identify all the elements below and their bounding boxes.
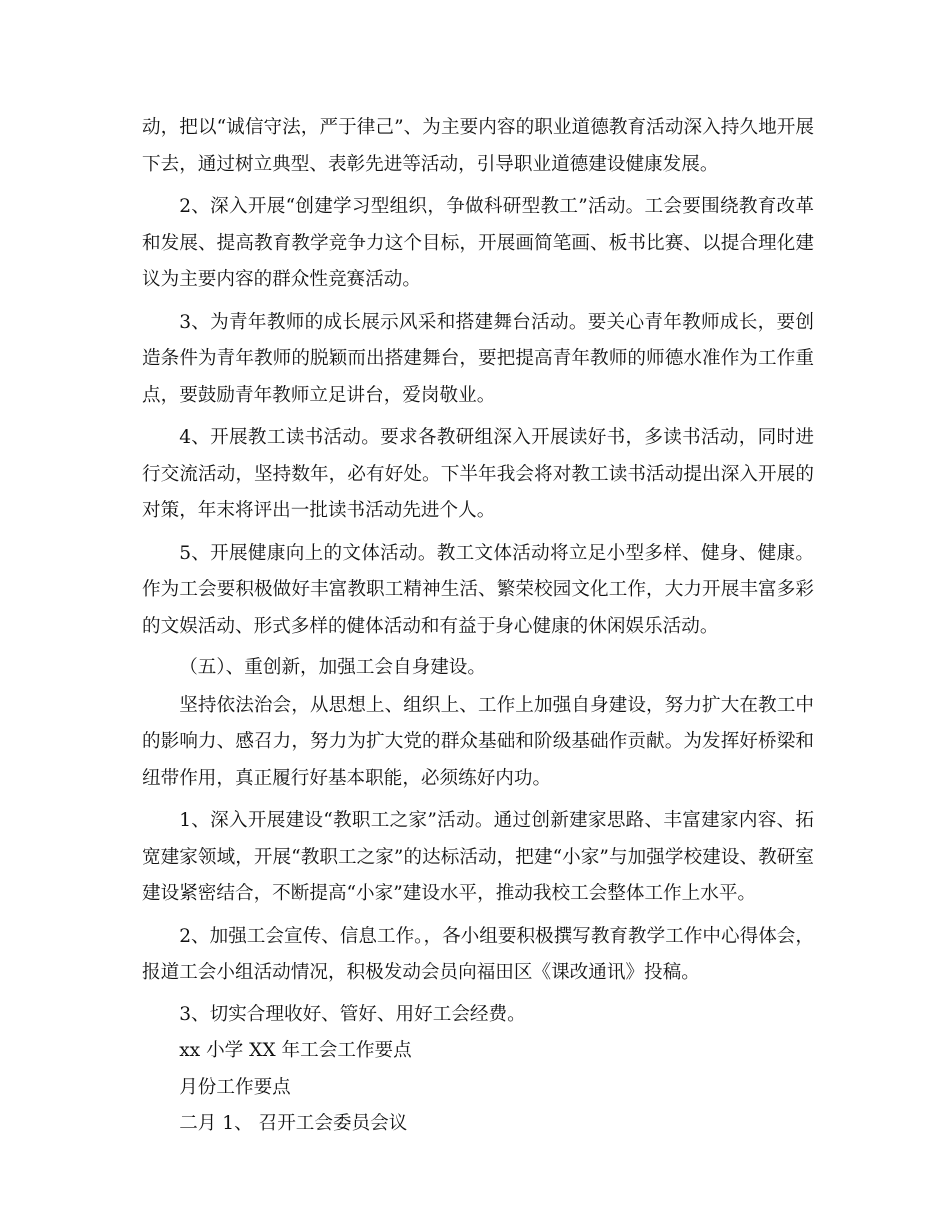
paragraph-continuation: 动，把以“诚信守法，严于律己”、为主要内容的职业道德教育活动深入持久地开展下去，通过树立典型、表彰先进等活动，引导职业道德建设健康发展。 [142,117,814,175]
paragraph-self-building: 坚持依法治会，从思想上、组织上、工作上加强自身建设，努力扩大在教工中的影响力、感召力，努力为扩大党的群众基础和阶级基础作贡献。为发挥好桥梁和纽带作用，真正履行好基本职能，必须练好内功。 [142,694,814,789]
monthly-plan-heading: 月份工作要点 [179,1076,291,1098]
document-body [142,110,814,1144]
february-item-1: 二月 1、 召开工会委员会议 [179,1113,408,1134]
paragraph-item-5-sports-culture: 5、开展健康向上的文体活动。教工文体活动将立足小型多样、健身、健康。作为工会要积极做好丰富教职工精神生活、繁荣校园文化工作，大力开展丰富多彩的文娱活动、形式多样的健体活动和有益于身心健康的休闲娱乐活动。 [142,542,814,637]
document-subtitle: xx 小学 XX 年工会工作要点 [179,1040,412,1061]
paragraph-item-2-publicity: 2、加强工会宣传、信息工作。，各小组要积极撰写教育教学工作中心得体会，报道工会小组活动情况，积极发动会员向福田区《课改通讯》投稿。 [142,925,814,983]
section-heading-5: （五）、重创新，加强工会自身建设。 [179,657,486,678]
paragraph-item-3-funds: 3、切实合理收好、管好、用好工会经费。 [179,1003,526,1025]
paragraph-item-4-reading: 4、开展教工读书活动。要求各教研组深入开展读好书，多读书活动，同时进行交流活动，坚持数年，必有好处。下半年我会将对教工读书活动提出深入开展的对策，年末将评出一批读书活动先进个人。 [142,427,814,521]
paragraph-item-3-young-teachers: 3、为青年教师的成长展示风采和搭建舞台活动。要关心青年教师成长，要创造条件为青年教师的脱颖而出搭建舞台，要把提高青年教师的师德水准作为工作重点，要鼓励青年教师立足讲台，爱岗敬业。 [142,311,814,406]
paragraph-item-2-study-organization: 2、深入开展“创建学习型组织，争做科研型教工”活动。工会要围绕教育改革和发展、提高教育教学竞争力这个目标，开展画简笔画、板书比赛、以提合理化建议为主要内容的群众性竞赛活动。 [142,196,814,290]
paragraph-item-1-staff-home: 1、深入开展建设“教职工之家”活动。通过创新建家思路、丰富建家内容、拓宽建家领域，开展“教职工之家”的达标活动，把建“小家”与加强学校建设、教研室建设紧密结合，不断提高“小家”建设水平，推动我校工会整体工作上水平。 [142,810,814,904]
